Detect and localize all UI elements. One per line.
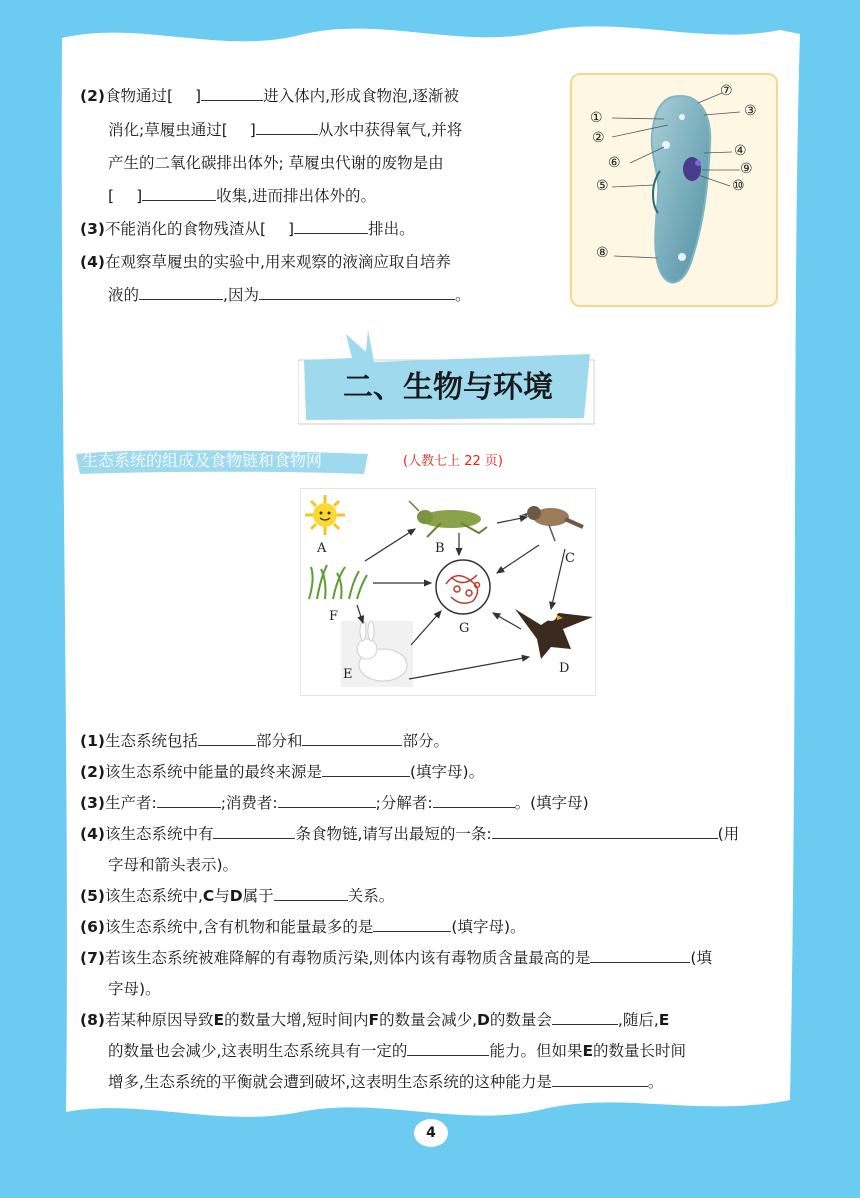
answer-blank[interactable] bbox=[322, 762, 410, 777]
paramecium-label: ⑦ bbox=[720, 83, 733, 99]
organism-label-d: D bbox=[559, 661, 570, 676]
sun-icon bbox=[305, 495, 345, 535]
text: D bbox=[477, 1011, 490, 1029]
text: 该生态系统中有 bbox=[104, 825, 214, 843]
eco-question-7-line-1 bbox=[80, 948, 712, 968]
section-title: 二、生物与环境 bbox=[343, 370, 553, 405]
text: 不能消化的食物残渣从[ bbox=[104, 220, 267, 238]
organism-label-f: F bbox=[329, 609, 339, 624]
text: ] bbox=[288, 220, 295, 238]
paramecium-label: ⑤ bbox=[596, 178, 609, 194]
text: 的数量大增,短时间内 bbox=[224, 1011, 369, 1029]
text: 消化;草履虫通过[ bbox=[108, 121, 228, 139]
text: 。 bbox=[454, 286, 471, 304]
page-number: 4 bbox=[412, 1117, 450, 1149]
paramecium-label: ① bbox=[590, 110, 603, 126]
text: 生产者: bbox=[104, 794, 157, 812]
text: 的数量长时间 bbox=[593, 1042, 687, 1060]
organism-label-g: G bbox=[459, 621, 470, 636]
text: 该生态系统中能量的最终来源是 bbox=[104, 763, 322, 781]
text: 能力。但如果 bbox=[489, 1042, 583, 1060]
text: ;分解者: bbox=[375, 794, 433, 812]
text: 关系。 bbox=[347, 887, 395, 905]
answer-blank[interactable] bbox=[373, 917, 451, 932]
eco-question-4-line-1 bbox=[80, 824, 739, 844]
text: 。(填字母) bbox=[514, 794, 589, 812]
answer-blank[interactable] bbox=[590, 948, 690, 963]
answer-blank[interactable] bbox=[407, 1041, 489, 1056]
text: (填 bbox=[690, 949, 712, 967]
answer-blank[interactable] bbox=[433, 793, 515, 808]
grass-icon bbox=[309, 565, 367, 599]
question-number: (3) bbox=[80, 794, 105, 812]
topic-header bbox=[76, 446, 372, 476]
page-reference: (人教七上 22 页) bbox=[403, 454, 503, 469]
text: (填字母)。 bbox=[409, 763, 485, 781]
eco-question-2 bbox=[80, 762, 484, 782]
topic-title: 生态系统的组成及食物链和食物网 bbox=[82, 451, 323, 470]
answer-blank[interactable] bbox=[552, 1010, 618, 1025]
text: E bbox=[658, 1011, 670, 1029]
answer-blank[interactable] bbox=[274, 886, 348, 901]
question-number: (8) bbox=[80, 1011, 105, 1029]
eco-question-3 bbox=[80, 793, 589, 813]
answer-blank[interactable] bbox=[198, 731, 256, 746]
answer-blank[interactable] bbox=[201, 86, 263, 101]
answer-blank[interactable] bbox=[157, 793, 221, 808]
text: 在观察草履虫的实验中,用来观察的液滴应取自培养 bbox=[104, 253, 451, 271]
text: (填字母)。 bbox=[451, 918, 526, 936]
eco-question-4-line-2: 字母和箭头表示)。 bbox=[108, 856, 239, 874]
text: D bbox=[229, 887, 243, 905]
eco-question-6 bbox=[80, 917, 526, 937]
answer-blank[interactable] bbox=[492, 824, 718, 839]
answer-blank[interactable] bbox=[142, 186, 216, 201]
text: ,随后, bbox=[617, 1011, 659, 1029]
paramecium-label: ⑨ bbox=[740, 161, 753, 177]
paramecium-label: ⑧ bbox=[596, 245, 609, 261]
text: F bbox=[368, 1011, 380, 1029]
text: E bbox=[582, 1042, 594, 1060]
text: 收集,进而排出体外的。 bbox=[216, 187, 377, 205]
text: 该生态系统中,含有机物和能量最多的是 bbox=[104, 918, 374, 936]
question-number: (1) bbox=[80, 732, 105, 750]
eco-question-1 bbox=[80, 731, 449, 751]
text: 生态系统包括 bbox=[104, 732, 198, 750]
text: 与 bbox=[214, 887, 230, 905]
answer-blank[interactable] bbox=[213, 824, 295, 839]
text: 排出。 bbox=[368, 220, 415, 238]
text: ] bbox=[249, 121, 256, 139]
food-web-figure bbox=[300, 488, 596, 696]
question-2-line-4 bbox=[108, 186, 376, 206]
eco-question-8-line-1 bbox=[80, 1010, 669, 1030]
answer-blank[interactable] bbox=[552, 1072, 648, 1087]
grasshopper-icon bbox=[409, 501, 487, 537]
text: 液的 bbox=[108, 286, 140, 304]
answer-blank[interactable] bbox=[302, 731, 402, 746]
eco-question-8-line-2 bbox=[108, 1041, 686, 1061]
paramecium-label: ③ bbox=[744, 103, 757, 119]
eagle-icon bbox=[515, 609, 593, 659]
question-number: (2) bbox=[80, 87, 105, 105]
paramecium-label: ④ bbox=[734, 143, 747, 159]
text: 的数量会减少, bbox=[379, 1011, 478, 1029]
question-4-line-1 bbox=[80, 252, 451, 272]
question-number: (5) bbox=[80, 887, 105, 905]
bird-icon bbox=[521, 506, 583, 541]
text: 增多,生态系统的平衡就会遭到破坏,这表明生态系统的这种能力是 bbox=[108, 1073, 552, 1091]
text: 从水中获得氧气,并将 bbox=[317, 121, 463, 139]
answer-blank[interactable] bbox=[294, 219, 368, 234]
question-4-line-2 bbox=[108, 285, 470, 305]
eco-question-5 bbox=[80, 886, 394, 906]
organism-label-e: E bbox=[343, 667, 353, 682]
paramecium-label: ② bbox=[592, 130, 605, 146]
text: ] bbox=[136, 187, 143, 205]
text: 。 bbox=[647, 1073, 664, 1091]
decomposer-icon bbox=[436, 560, 490, 614]
question-2-line-2 bbox=[108, 120, 462, 140]
eco-question-8-line-3 bbox=[108, 1072, 663, 1092]
question-2-line-3: 产生的二氧化碳排出体外; 草履虫代谢的废物是由 bbox=[108, 154, 444, 172]
question-number: (2) bbox=[80, 763, 105, 781]
answer-blank[interactable] bbox=[278, 793, 376, 808]
paramecium-label: ⑩ bbox=[732, 178, 745, 194]
text: 进入体内,形成食物泡,逐渐被 bbox=[263, 87, 459, 105]
text: ,因为 bbox=[223, 286, 259, 304]
text: 若某种原因导致 bbox=[104, 1011, 214, 1029]
answer-blank[interactable] bbox=[256, 120, 318, 135]
question-number: (6) bbox=[80, 918, 105, 936]
text: 部分。 bbox=[402, 732, 449, 750]
organism-label-a: A bbox=[317, 541, 327, 556]
text: 食物通过[ bbox=[104, 87, 174, 105]
text: [ bbox=[108, 187, 115, 205]
answer-blank[interactable] bbox=[139, 285, 223, 300]
text: ;消费者: bbox=[220, 794, 278, 812]
text: 部分和 bbox=[255, 732, 303, 750]
question-number: (4) bbox=[80, 253, 105, 271]
text: 条食物链,请写出最短的一条: bbox=[295, 825, 492, 843]
question-number: (7) bbox=[80, 949, 105, 967]
paramecium-figure bbox=[570, 73, 778, 307]
text: 的数量也会减少,这表明生态系统具有一定的 bbox=[108, 1042, 408, 1060]
answer-blank[interactable] bbox=[259, 285, 455, 300]
question-number: (3) bbox=[80, 220, 105, 238]
paramecium-label: ⑥ bbox=[608, 155, 621, 171]
text: C bbox=[202, 887, 215, 905]
text: ] bbox=[195, 87, 202, 105]
food-web-illustration bbox=[301, 489, 595, 695]
text: 若该生态系统被难降解的有毒物质污染,则体内该有毒物质含量最高的是 bbox=[104, 949, 591, 967]
question-3 bbox=[80, 219, 415, 239]
question-2-line-1 bbox=[80, 86, 459, 106]
text: (用 bbox=[717, 825, 740, 843]
section-banner bbox=[298, 322, 596, 426]
question-number: (4) bbox=[80, 825, 105, 843]
text: E bbox=[213, 1011, 225, 1029]
text: 属于 bbox=[242, 887, 274, 905]
organism-label-c: C bbox=[565, 551, 575, 566]
eco-question-7-line-2: 字母)。 bbox=[108, 980, 161, 998]
organism-label-b: B bbox=[435, 541, 445, 556]
text: 该生态系统中, bbox=[104, 887, 203, 905]
text: 的数量会 bbox=[489, 1011, 552, 1029]
